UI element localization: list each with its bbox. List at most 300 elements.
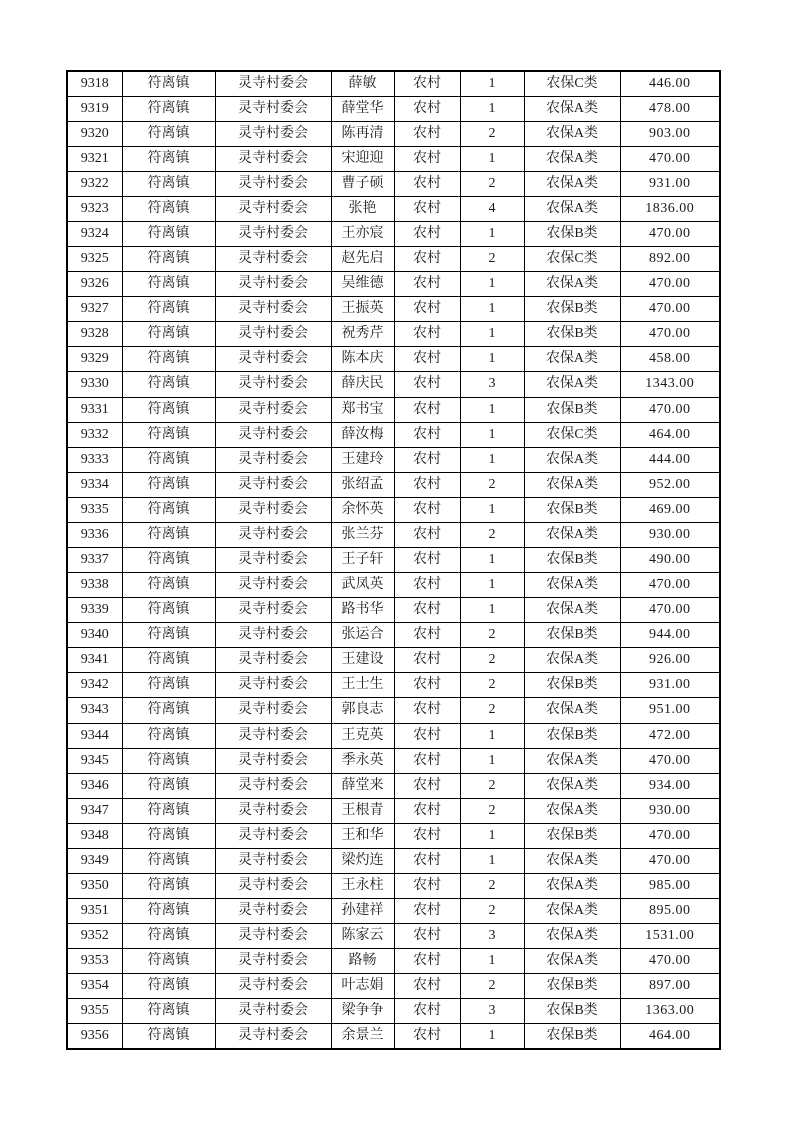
cell-person-name: 叶志娟 xyxy=(331,974,394,999)
cell-serial-number: 9351 xyxy=(67,899,122,924)
cell-insurance-category: 农保B类 xyxy=(524,723,620,748)
cell-town-name: 符离镇 xyxy=(122,598,215,623)
cell-village-committee: 灵寺村委会 xyxy=(215,748,331,773)
cell-village-committee: 灵寺村委会 xyxy=(215,598,331,623)
cell-person-name: 张兰芬 xyxy=(331,522,394,547)
table-row xyxy=(67,798,720,823)
table-row xyxy=(67,823,720,848)
cell-serial-number: 9320 xyxy=(67,121,122,146)
cell-residence-type: 农村 xyxy=(394,372,460,397)
table-row xyxy=(67,748,720,773)
cell-village-committee: 灵寺村委会 xyxy=(215,447,331,472)
cell-town-name: 符离镇 xyxy=(122,547,215,572)
cell-town-name: 符离镇 xyxy=(122,522,215,547)
cell-person-count: 1 xyxy=(460,347,524,372)
cell-town-name: 符离镇 xyxy=(122,698,215,723)
cell-town-name: 符离镇 xyxy=(122,71,215,96)
table-row xyxy=(67,221,720,246)
cell-town-name: 符离镇 xyxy=(122,196,215,221)
cell-person-count: 1 xyxy=(460,297,524,322)
cell-residence-type: 农村 xyxy=(394,648,460,673)
cell-person-name: 薛敏 xyxy=(331,71,394,96)
cell-person-name: 薛堂来 xyxy=(331,773,394,798)
cell-residence-type: 农村 xyxy=(394,347,460,372)
cell-village-committee: 灵寺村委会 xyxy=(215,422,331,447)
cell-town-name: 符离镇 xyxy=(122,397,215,422)
cell-town-name: 符离镇 xyxy=(122,573,215,598)
cell-amount: 470.00 xyxy=(620,949,720,974)
cell-serial-number: 9340 xyxy=(67,623,122,648)
cell-person-count: 1 xyxy=(460,823,524,848)
cell-person-count: 1 xyxy=(460,848,524,873)
cell-person-name: 王建玲 xyxy=(331,447,394,472)
table-row xyxy=(67,497,720,522)
cell-serial-number: 9343 xyxy=(67,698,122,723)
cell-person-count: 1 xyxy=(460,322,524,347)
cell-serial-number: 9355 xyxy=(67,999,122,1024)
table-row xyxy=(67,422,720,447)
cell-town-name: 符离镇 xyxy=(122,924,215,949)
cell-person-count: 1 xyxy=(460,146,524,171)
table-row xyxy=(67,522,720,547)
cell-village-committee: 灵寺村委会 xyxy=(215,472,331,497)
records-table-body xyxy=(67,71,720,1049)
cell-person-name: 薛汝梅 xyxy=(331,422,394,447)
cell-insurance-category: 农保B类 xyxy=(524,623,620,648)
cell-town-name: 符离镇 xyxy=(122,96,215,121)
cell-insurance-category: 农保A类 xyxy=(524,146,620,171)
table-row xyxy=(67,974,720,999)
table-row xyxy=(67,71,720,96)
table-row xyxy=(67,297,720,322)
cell-serial-number: 9341 xyxy=(67,648,122,673)
cell-person-count: 2 xyxy=(460,899,524,924)
cell-person-count: 2 xyxy=(460,472,524,497)
cell-village-committee: 灵寺村委会 xyxy=(215,648,331,673)
table-row xyxy=(67,648,720,673)
cell-amount: 931.00 xyxy=(620,673,720,698)
cell-amount: 470.00 xyxy=(620,848,720,873)
cell-serial-number: 9353 xyxy=(67,949,122,974)
cell-insurance-category: 农保C类 xyxy=(524,71,620,96)
cell-town-name: 符离镇 xyxy=(122,347,215,372)
cell-residence-type: 农村 xyxy=(394,171,460,196)
cell-village-committee: 灵寺村委会 xyxy=(215,798,331,823)
cell-insurance-category: 农保A类 xyxy=(524,121,620,146)
cell-amount: 472.00 xyxy=(620,723,720,748)
cell-person-count: 2 xyxy=(460,773,524,798)
cell-town-name: 符离镇 xyxy=(122,648,215,673)
cell-town-name: 符离镇 xyxy=(122,949,215,974)
cell-person-name: 王士生 xyxy=(331,673,394,698)
cell-amount: 985.00 xyxy=(620,874,720,899)
cell-serial-number: 9345 xyxy=(67,748,122,773)
cell-village-committee: 灵寺村委会 xyxy=(215,949,331,974)
cell-person-count: 1 xyxy=(460,96,524,121)
table-row xyxy=(67,397,720,422)
cell-insurance-category: 农保A类 xyxy=(524,447,620,472)
cell-amount: 470.00 xyxy=(620,297,720,322)
cell-village-committee: 灵寺村委会 xyxy=(215,1024,331,1049)
cell-town-name: 符离镇 xyxy=(122,497,215,522)
cell-serial-number: 9347 xyxy=(67,798,122,823)
cell-town-name: 符离镇 xyxy=(122,447,215,472)
cell-village-committee: 灵寺村委会 xyxy=(215,823,331,848)
cell-town-name: 符离镇 xyxy=(122,974,215,999)
cell-village-committee: 灵寺村委会 xyxy=(215,673,331,698)
cell-person-name: 路畅 xyxy=(331,949,394,974)
cell-residence-type: 农村 xyxy=(394,397,460,422)
cell-insurance-category: 农保A类 xyxy=(524,698,620,723)
cell-serial-number: 9337 xyxy=(67,547,122,572)
cell-person-count: 1 xyxy=(460,547,524,572)
cell-serial-number: 9356 xyxy=(67,1024,122,1049)
cell-person-name: 薛庆民 xyxy=(331,372,394,397)
cell-insurance-category: 农保B类 xyxy=(524,221,620,246)
cell-village-committee: 灵寺村委会 xyxy=(215,723,331,748)
cell-serial-number: 9338 xyxy=(67,573,122,598)
cell-person-count: 1 xyxy=(460,1024,524,1049)
cell-residence-type: 农村 xyxy=(394,823,460,848)
cell-village-committee: 灵寺村委会 xyxy=(215,146,331,171)
cell-town-name: 符离镇 xyxy=(122,146,215,171)
table-row xyxy=(67,247,720,272)
cell-residence-type: 农村 xyxy=(394,422,460,447)
cell-residence-type: 农村 xyxy=(394,623,460,648)
cell-person-name: 孙建祥 xyxy=(331,899,394,924)
cell-residence-type: 农村 xyxy=(394,999,460,1024)
cell-serial-number: 9330 xyxy=(67,372,122,397)
cell-serial-number: 9318 xyxy=(67,71,122,96)
cell-amount: 897.00 xyxy=(620,974,720,999)
cell-residence-type: 农村 xyxy=(394,748,460,773)
cell-village-committee: 灵寺村委会 xyxy=(215,974,331,999)
cell-person-count: 1 xyxy=(460,221,524,246)
cell-residence-type: 农村 xyxy=(394,547,460,572)
cell-person-name: 赵先启 xyxy=(331,247,394,272)
cell-village-committee: 灵寺村委会 xyxy=(215,171,331,196)
cell-serial-number: 9346 xyxy=(67,773,122,798)
table-row xyxy=(67,347,720,372)
cell-serial-number: 9326 xyxy=(67,272,122,297)
cell-insurance-category: 农保A类 xyxy=(524,648,620,673)
cell-amount: 470.00 xyxy=(620,272,720,297)
cell-amount: 931.00 xyxy=(620,171,720,196)
cell-town-name: 符离镇 xyxy=(122,899,215,924)
cell-serial-number: 9327 xyxy=(67,297,122,322)
table-row xyxy=(67,96,720,121)
cell-village-committee: 灵寺村委会 xyxy=(215,999,331,1024)
cell-person-name: 武凤英 xyxy=(331,573,394,598)
cell-insurance-category: 农保A类 xyxy=(524,949,620,974)
records-table xyxy=(66,70,721,1050)
cell-insurance-category: 农保B类 xyxy=(524,1024,620,1049)
cell-insurance-category: 农保A类 xyxy=(524,899,620,924)
cell-village-committee: 灵寺村委会 xyxy=(215,322,331,347)
cell-village-committee: 灵寺村委会 xyxy=(215,924,331,949)
cell-amount: 458.00 xyxy=(620,347,720,372)
cell-person-name: 王建设 xyxy=(331,648,394,673)
table-row xyxy=(67,848,720,873)
cell-person-count: 2 xyxy=(460,648,524,673)
cell-amount: 944.00 xyxy=(620,623,720,648)
cell-town-name: 符离镇 xyxy=(122,472,215,497)
cell-village-committee: 灵寺村委会 xyxy=(215,247,331,272)
cell-village-committee: 灵寺村委会 xyxy=(215,221,331,246)
cell-town-name: 符离镇 xyxy=(122,673,215,698)
cell-village-committee: 灵寺村委会 xyxy=(215,623,331,648)
cell-person-name: 张绍孟 xyxy=(331,472,394,497)
cell-insurance-category: 农保A类 xyxy=(524,848,620,873)
cell-person-count: 1 xyxy=(460,573,524,598)
cell-amount: 478.00 xyxy=(620,96,720,121)
cell-amount: 470.00 xyxy=(620,397,720,422)
table-row xyxy=(67,899,720,924)
cell-serial-number: 9329 xyxy=(67,347,122,372)
cell-village-committee: 灵寺村委会 xyxy=(215,297,331,322)
cell-person-name: 路书华 xyxy=(331,598,394,623)
cell-residence-type: 农村 xyxy=(394,447,460,472)
cell-insurance-category: 农保A类 xyxy=(524,798,620,823)
table-row xyxy=(67,472,720,497)
cell-person-name: 季永英 xyxy=(331,748,394,773)
cell-town-name: 符离镇 xyxy=(122,773,215,798)
cell-village-committee: 灵寺村委会 xyxy=(215,848,331,873)
table-row xyxy=(67,322,720,347)
cell-amount: 934.00 xyxy=(620,773,720,798)
cell-amount: 470.00 xyxy=(620,748,720,773)
cell-serial-number: 9331 xyxy=(67,397,122,422)
cell-town-name: 符离镇 xyxy=(122,748,215,773)
cell-amount: 1836.00 xyxy=(620,196,720,221)
cell-person-count: 1 xyxy=(460,272,524,297)
cell-serial-number: 9354 xyxy=(67,974,122,999)
cell-insurance-category: 农保B类 xyxy=(524,673,620,698)
cell-insurance-category: 农保A类 xyxy=(524,748,620,773)
table-row xyxy=(67,573,720,598)
cell-amount: 464.00 xyxy=(620,422,720,447)
cell-amount: 951.00 xyxy=(620,698,720,723)
cell-residence-type: 农村 xyxy=(394,673,460,698)
cell-amount: 470.00 xyxy=(620,573,720,598)
cell-residence-type: 农村 xyxy=(394,949,460,974)
cell-amount: 895.00 xyxy=(620,899,720,924)
cell-residence-type: 农村 xyxy=(394,297,460,322)
cell-serial-number: 9335 xyxy=(67,497,122,522)
cell-person-name: 王和华 xyxy=(331,823,394,848)
cell-person-count: 2 xyxy=(460,623,524,648)
cell-person-name: 余怀英 xyxy=(331,497,394,522)
cell-serial-number: 9324 xyxy=(67,221,122,246)
cell-residence-type: 农村 xyxy=(394,221,460,246)
cell-person-name: 王克英 xyxy=(331,723,394,748)
cell-amount: 490.00 xyxy=(620,547,720,572)
cell-person-count: 2 xyxy=(460,673,524,698)
cell-person-count: 1 xyxy=(460,949,524,974)
table-row xyxy=(67,874,720,899)
cell-insurance-category: 农保A类 xyxy=(524,272,620,297)
cell-amount: 1343.00 xyxy=(620,372,720,397)
cell-amount: 1531.00 xyxy=(620,924,720,949)
cell-serial-number: 9319 xyxy=(67,96,122,121)
cell-town-name: 符离镇 xyxy=(122,823,215,848)
cell-village-committee: 灵寺村委会 xyxy=(215,497,331,522)
cell-town-name: 符离镇 xyxy=(122,297,215,322)
cell-person-count: 3 xyxy=(460,999,524,1024)
cell-residence-type: 农村 xyxy=(394,322,460,347)
cell-serial-number: 9322 xyxy=(67,171,122,196)
cell-serial-number: 9321 xyxy=(67,146,122,171)
cell-person-name: 王亦宸 xyxy=(331,221,394,246)
table-row xyxy=(67,146,720,171)
cell-person-name: 郭良志 xyxy=(331,698,394,723)
cell-insurance-category: 农保A类 xyxy=(524,924,620,949)
cell-town-name: 符离镇 xyxy=(122,322,215,347)
cell-serial-number: 9349 xyxy=(67,848,122,873)
cell-amount: 892.00 xyxy=(620,247,720,272)
cell-insurance-category: 农保C类 xyxy=(524,247,620,272)
cell-amount: 470.00 xyxy=(620,823,720,848)
cell-insurance-category: 农保A类 xyxy=(524,196,620,221)
cell-amount: 1363.00 xyxy=(620,999,720,1024)
table-row xyxy=(67,999,720,1024)
cell-person-count: 4 xyxy=(460,196,524,221)
cell-amount: 469.00 xyxy=(620,497,720,522)
cell-amount: 926.00 xyxy=(620,648,720,673)
cell-person-count: 3 xyxy=(460,924,524,949)
cell-serial-number: 9336 xyxy=(67,522,122,547)
cell-serial-number: 9348 xyxy=(67,823,122,848)
cell-insurance-category: 农保A类 xyxy=(524,598,620,623)
cell-serial-number: 9352 xyxy=(67,924,122,949)
cell-insurance-category: 农保B类 xyxy=(524,322,620,347)
cell-village-committee: 灵寺村委会 xyxy=(215,698,331,723)
cell-serial-number: 9344 xyxy=(67,723,122,748)
table-row xyxy=(67,698,720,723)
cell-residence-type: 农村 xyxy=(394,573,460,598)
cell-insurance-category: 农保B类 xyxy=(524,974,620,999)
cell-village-committee: 灵寺村委会 xyxy=(215,397,331,422)
cell-person-count: 2 xyxy=(460,798,524,823)
cell-town-name: 符离镇 xyxy=(122,874,215,899)
cell-residence-type: 农村 xyxy=(394,723,460,748)
cell-person-name: 余景兰 xyxy=(331,1024,394,1049)
cell-residence-type: 农村 xyxy=(394,146,460,171)
cell-town-name: 符离镇 xyxy=(122,247,215,272)
cell-residence-type: 农村 xyxy=(394,121,460,146)
cell-person-count: 2 xyxy=(460,247,524,272)
cell-residence-type: 农村 xyxy=(394,196,460,221)
cell-village-committee: 灵寺村委会 xyxy=(215,96,331,121)
cell-serial-number: 9328 xyxy=(67,322,122,347)
cell-town-name: 符离镇 xyxy=(122,623,215,648)
cell-serial-number: 9323 xyxy=(67,196,122,221)
cell-serial-number: 9342 xyxy=(67,673,122,698)
table-row xyxy=(67,723,720,748)
cell-person-name: 陈本庆 xyxy=(331,347,394,372)
table-row xyxy=(67,949,720,974)
cell-village-committee: 灵寺村委会 xyxy=(215,71,331,96)
cell-amount: 446.00 xyxy=(620,71,720,96)
cell-insurance-category: 农保B类 xyxy=(524,547,620,572)
cell-amount: 903.00 xyxy=(620,121,720,146)
cell-insurance-category: 农保A类 xyxy=(524,171,620,196)
cell-town-name: 符离镇 xyxy=(122,848,215,873)
cell-person-name: 王根青 xyxy=(331,798,394,823)
cell-person-count: 1 xyxy=(460,422,524,447)
cell-residence-type: 农村 xyxy=(394,924,460,949)
cell-town-name: 符离镇 xyxy=(122,999,215,1024)
cell-person-count: 2 xyxy=(460,171,524,196)
cell-town-name: 符离镇 xyxy=(122,1024,215,1049)
table-row xyxy=(67,673,720,698)
cell-insurance-category: 农保A类 xyxy=(524,472,620,497)
table-row xyxy=(67,773,720,798)
table-row xyxy=(67,272,720,297)
cell-amount: 952.00 xyxy=(620,472,720,497)
cell-insurance-category: 农保B类 xyxy=(524,999,620,1024)
cell-insurance-category: 农保A类 xyxy=(524,874,620,899)
cell-person-count: 1 xyxy=(460,748,524,773)
cell-person-count: 3 xyxy=(460,372,524,397)
table-row xyxy=(67,372,720,397)
cell-person-name: 宋迎迎 xyxy=(331,146,394,171)
cell-serial-number: 9332 xyxy=(67,422,122,447)
cell-residence-type: 农村 xyxy=(394,1024,460,1049)
cell-person-name: 王振英 xyxy=(331,297,394,322)
cell-town-name: 符离镇 xyxy=(122,171,215,196)
cell-person-name: 郑书宝 xyxy=(331,397,394,422)
cell-person-name: 陈再清 xyxy=(331,121,394,146)
cell-insurance-category: 农保B类 xyxy=(524,497,620,522)
table-row xyxy=(67,1024,720,1049)
cell-person-name: 王永柱 xyxy=(331,874,394,899)
cell-serial-number: 9333 xyxy=(67,447,122,472)
cell-village-committee: 灵寺村委会 xyxy=(215,573,331,598)
table-row xyxy=(67,121,720,146)
cell-amount: 470.00 xyxy=(620,598,720,623)
cell-insurance-category: 农保B类 xyxy=(524,397,620,422)
table-row xyxy=(67,623,720,648)
table-row xyxy=(67,924,720,949)
cell-serial-number: 9334 xyxy=(67,472,122,497)
cell-person-count: 2 xyxy=(460,121,524,146)
table-row xyxy=(67,598,720,623)
table-row xyxy=(67,171,720,196)
cell-amount: 444.00 xyxy=(620,447,720,472)
cell-residence-type: 农村 xyxy=(394,874,460,899)
cell-residence-type: 农村 xyxy=(394,472,460,497)
cell-person-count: 1 xyxy=(460,397,524,422)
cell-town-name: 符离镇 xyxy=(122,372,215,397)
cell-village-committee: 灵寺村委会 xyxy=(215,547,331,572)
cell-town-name: 符离镇 xyxy=(122,798,215,823)
cell-town-name: 符离镇 xyxy=(122,422,215,447)
cell-village-committee: 灵寺村委会 xyxy=(215,522,331,547)
cell-insurance-category: 农保C类 xyxy=(524,422,620,447)
cell-residence-type: 农村 xyxy=(394,698,460,723)
cell-amount: 930.00 xyxy=(620,798,720,823)
cell-residence-type: 农村 xyxy=(394,598,460,623)
cell-residence-type: 农村 xyxy=(394,899,460,924)
cell-residence-type: 农村 xyxy=(394,798,460,823)
cell-person-name: 张艳 xyxy=(331,196,394,221)
cell-village-committee: 灵寺村委会 xyxy=(215,899,331,924)
cell-insurance-category: 农保B类 xyxy=(524,297,620,322)
cell-person-name: 王子轩 xyxy=(331,547,394,572)
cell-town-name: 符离镇 xyxy=(122,723,215,748)
cell-residence-type: 农村 xyxy=(394,773,460,798)
